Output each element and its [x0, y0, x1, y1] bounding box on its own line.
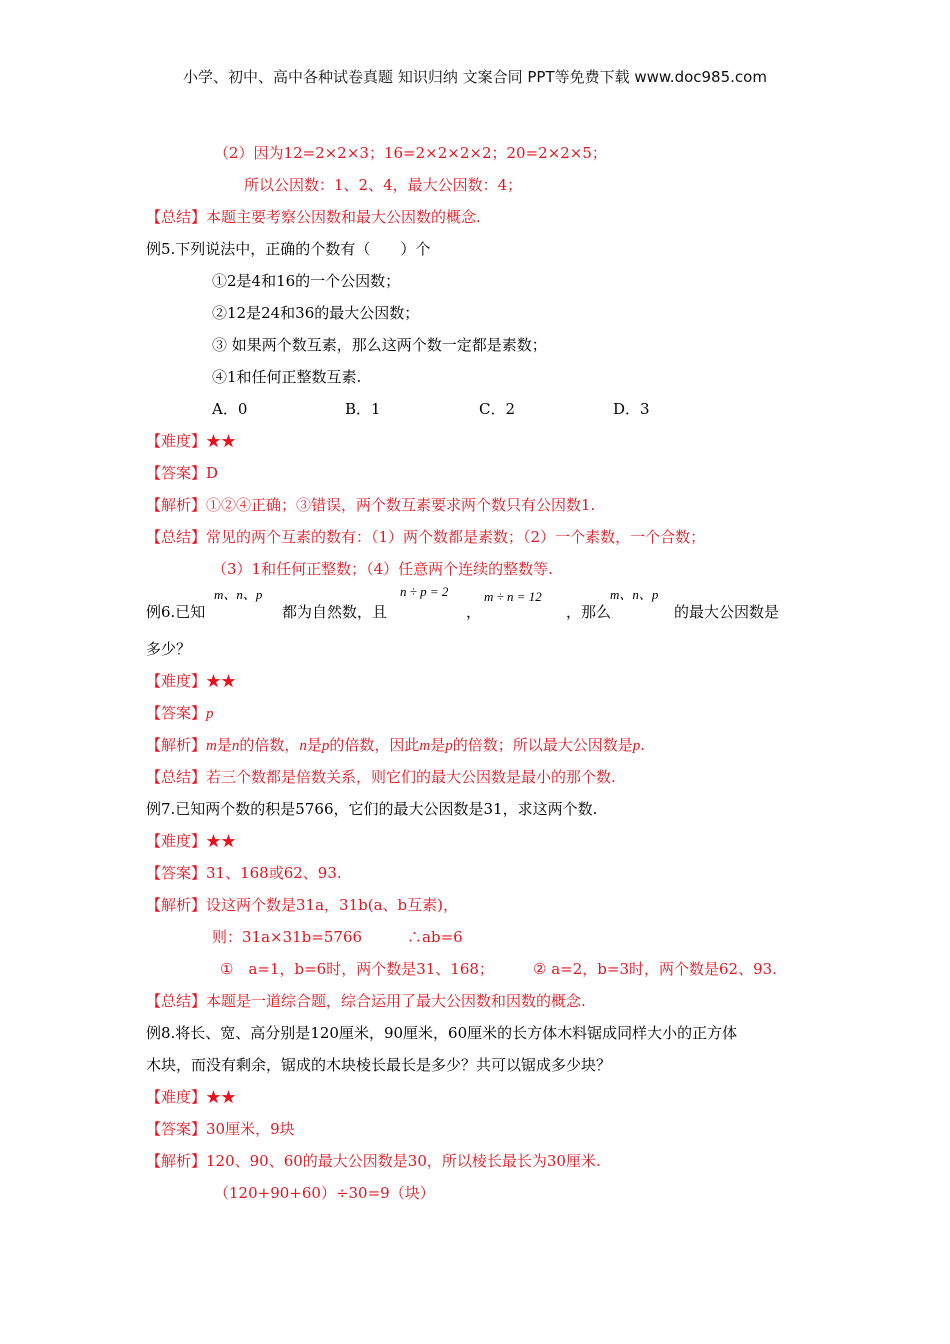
ex5-option-a: A．0	[212, 400, 248, 418]
ex6-answer	[146, 702, 214, 725]
ex4-line2: 所以公因数：1、2、4，最大公因数：4；	[244, 176, 523, 194]
ex7-question: 例7.已知两个数的积是5766，它们的最大公因数是31，求这两个数.	[146, 800, 598, 818]
ex6-answer-value: p	[206, 706, 214, 722]
ex7-analysis-1: 【解析】设这两个数是31a，31b(a、b互素)，	[146, 896, 458, 914]
ex5-summary-1: 【总结】常见的两个互素的数有：（1）两个数都是素数；（2）一个素数，一个合数；	[146, 528, 706, 546]
analysis-text: 是	[216, 736, 232, 754]
ex4-line1: （2）因为12=2×2×3；16=2×2×2×2；20=2×2×5；	[214, 144, 607, 162]
ex6-formula-n-div-p: n ÷ p = 2	[400, 584, 449, 599]
ex5-statement-2: ②12是24和36的最大公因数；	[212, 304, 420, 322]
ex5-option-c: C．2	[479, 400, 516, 418]
ex6-question-part-1: 例6.已知	[146, 603, 206, 621]
ex8-analysis-1: 【解析】120、90、60的最大公因数是30，所以棱长最长为30厘米.	[146, 1152, 601, 1170]
var-m: m	[206, 738, 217, 754]
analysis-text: 是	[430, 736, 446, 754]
ex6-difficulty: 【难度】★★	[146, 672, 237, 690]
ex8-answer: 【答案】30厘米，9块	[146, 1120, 295, 1138]
analysis-text: 的倍数；所以最大公因数是	[452, 736, 633, 754]
var-p: p	[632, 738, 641, 754]
var-p: p	[445, 738, 453, 754]
ex8-difficulty: 【难度】★★	[146, 1088, 237, 1106]
ex5-summary-2: （3）1和任何正整数；（4）任意两个连续的整数等.	[212, 560, 553, 578]
ex5-question: 例5.下列说法中，正确的个数有（ ）个	[146, 240, 431, 258]
var-m: m	[419, 738, 431, 754]
analysis-text: 是	[306, 736, 322, 754]
ex5-difficulty: 【难度】★★	[146, 432, 237, 450]
ex6-question-part-5: 的最大公因数是	[674, 603, 780, 621]
ex5-statement-3: ③ 如果两个数互素，那么这两个数一定都是素数；	[212, 336, 547, 354]
page-header: 小学、初中、高中各种试卷真题 知识归纳 文案合同 PPT等免费下载 www.doc985.com	[183, 68, 767, 86]
ex5-option-b: B．1	[345, 400, 381, 418]
ex5-statement-4: ④1和任何正整数互素.	[212, 368, 362, 386]
ex5-option-d: D．3	[613, 400, 650, 418]
ex7-difficulty: 【难度】★★	[146, 832, 237, 850]
ex6-formula-mnp-2: m、n、p	[610, 587, 659, 602]
ex5-answer: 【答案】D	[146, 464, 219, 482]
var-p: p	[321, 738, 330, 754]
ex6-question-part-3: ，	[466, 603, 482, 621]
ex5-analysis: 【解析】①②④正确；③错误，两个数互素要求两个数只有公因数1.	[146, 496, 596, 514]
analysis-text: .	[640, 736, 646, 754]
ex5-statement-1: ①2是4和16的一个公因数；	[212, 272, 401, 290]
ex4-summary: 【总结】本题主要考察公因数和最大公因数的概念.	[146, 208, 481, 226]
ex6-formula-m-div-n: m ÷ n = 12	[484, 589, 542, 604]
var-n: n	[231, 738, 240, 754]
analysis-text: 的倍数，	[239, 736, 300, 754]
ex7-answer: 【答案】31、168或62、93.	[146, 864, 342, 882]
ex6-question-part-4: ，那么	[566, 603, 612, 621]
ex7-case-1: ① a=1，b=6时，两个数是31、168；	[220, 960, 494, 978]
ex8-analysis-2: （120+90+60）÷30=9（块）	[214, 1184, 435, 1202]
ex6-summary: 【总结】若三个数都是倍数关系，则它们的最大公因数是最小的那个数.	[146, 768, 616, 786]
ex8-question-1: 例8.将长、宽、高分别是120厘米，90厘米，60厘米的长方体木料锯成同样大小的正方体	[146, 1024, 738, 1042]
var-n: n	[299, 738, 307, 754]
ex7-case-2: ② a=2，b=3时，两个数是62、93.	[533, 960, 777, 978]
ex6-analysis-label: 【解析】	[146, 736, 207, 754]
ex6-analysis	[146, 734, 645, 757]
ex6-answer-label: 【答案】	[146, 704, 207, 722]
ex6-question-part-2: 都为自然数，且	[282, 603, 388, 621]
ex6-question-line-2: 多少？	[146, 640, 192, 658]
ex7-analysis-2: 则：31a×31b=5766 ∴ab=6	[212, 928, 463, 946]
ex7-summary: 【总结】本题是一道综合题，综合运用了最大公因数和因数的概念.	[146, 992, 586, 1010]
analysis-text: 的倍数，因此	[329, 736, 420, 754]
ex8-question-2: 木块，而没有剩余，锯成的木块棱长最长是多少？共可以锯成多少块？	[146, 1056, 612, 1074]
ex6-formula-mnp: m、n、p	[214, 587, 263, 602]
